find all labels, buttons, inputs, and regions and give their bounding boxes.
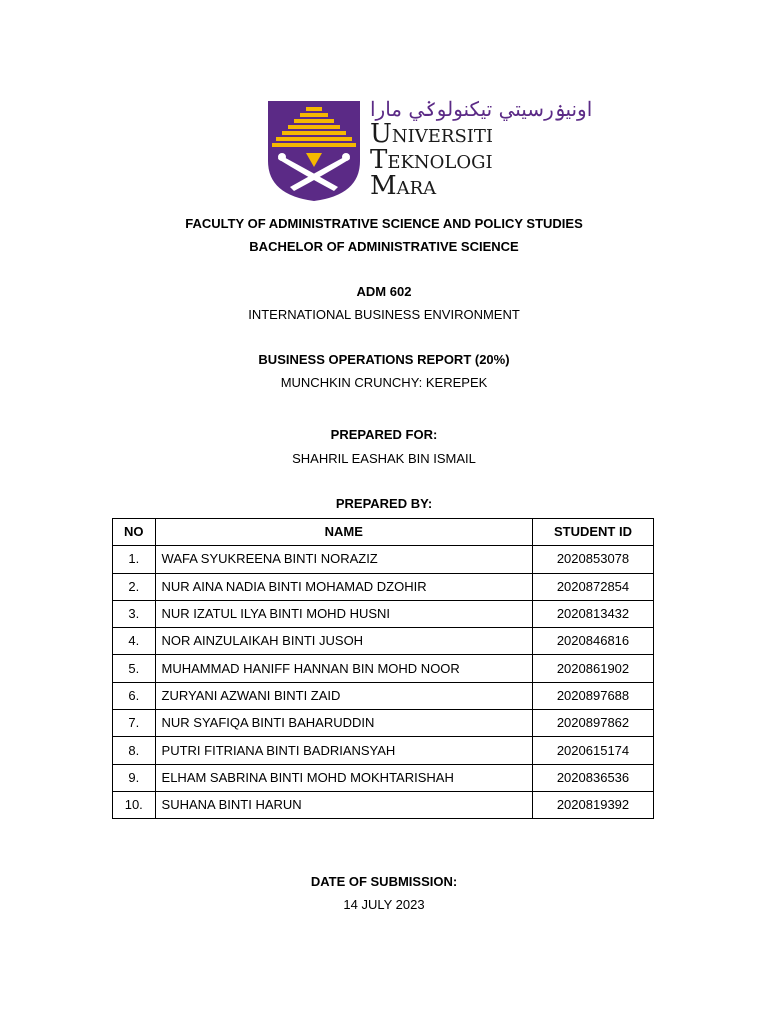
- faculty-name: FACULTY OF ADMINISTRATIVE SCIENCE AND POLICY STUDIES: [185, 216, 583, 231]
- member-student-id: 2020819392: [532, 791, 653, 818]
- member-name: PUTRI FITRIANA BINTI BADRIANSYAH: [155, 737, 532, 764]
- member-no: 7.: [113, 710, 156, 737]
- prepared-for-label: PREPARED FOR:: [330, 427, 438, 442]
- table-row: [113, 764, 654, 791]
- submission-label: DATE OF SUBMISSION:: [310, 874, 458, 889]
- table-row: [113, 737, 654, 764]
- member-name: NUR AINA NADIA BINTI MOHAMAD DZOHIR: [155, 573, 532, 600]
- member-name: SUHANA BINTI HARUN: [155, 791, 532, 818]
- member-no: 10.: [113, 791, 156, 818]
- prepared-by-label: PREPARED BY:: [335, 496, 433, 511]
- report-title: BUSINESS OPERATIONS REPORT (20%): [258, 352, 510, 367]
- member-student-id: 2020872854: [532, 573, 653, 600]
- course-name: INTERNATIONAL BUSINESS ENVIRONMENT: [248, 307, 520, 322]
- member-name: NUR IZATUL ILYA BINTI MOHD HUSNI: [155, 600, 532, 627]
- table-row: [113, 628, 654, 655]
- table-row: [113, 791, 654, 818]
- column-header-no: NO: [113, 519, 156, 546]
- course-code: ADM 602: [356, 284, 412, 299]
- report-subtitle: MUNCHKIN CRUNCHY: KEREPEK: [280, 375, 488, 390]
- member-no: 4.: [113, 628, 156, 655]
- program-name: BACHELOR OF ADMINISTRATIVE SCIENCE: [249, 239, 519, 254]
- member-student-id: 2020813432: [532, 600, 653, 627]
- university-crest-icon: [266, 99, 362, 203]
- table-row: [113, 710, 654, 737]
- table-row: [113, 682, 654, 709]
- university-logo: [266, 97, 593, 205]
- logo-word-mara: Mara: [370, 171, 437, 201]
- table-row: [113, 600, 654, 627]
- table-header-row: [113, 519, 654, 546]
- member-no: 6.: [113, 682, 156, 709]
- member-student-id: 2020615174: [532, 737, 653, 764]
- members-table-body: [113, 546, 654, 819]
- member-student-id: 2020861902: [532, 655, 653, 682]
- member-no: 8.: [113, 737, 156, 764]
- logo-word-teknologi: Teknologi: [370, 145, 493, 175]
- member-student-id: 2020836536: [532, 764, 653, 791]
- member-student-id: 2020897862: [532, 710, 653, 737]
- table-row: [113, 546, 654, 573]
- member-no: 3.: [113, 600, 156, 627]
- member-no: 2.: [113, 573, 156, 600]
- submission-date: 14 JULY 2023: [343, 897, 425, 912]
- member-name: WAFA SYUKREENA BINTI NORAZIZ: [155, 546, 532, 573]
- prepared-for-name: SHAHRIL EASHAK BIN ISMAIL: [292, 451, 476, 466]
- member-no: 9.: [113, 764, 156, 791]
- column-header-name: NAME: [155, 519, 532, 546]
- table-row: [113, 573, 654, 600]
- logo-jawi-text: اونيۏرسيتي تيكنولوݢي مارا: [370, 97, 593, 121]
- member-name: ELHAM SABRINA BINTI MOHD MOKHTARISHAH: [155, 764, 532, 791]
- member-no: 1.: [113, 546, 156, 573]
- table-row: [113, 655, 654, 682]
- member-name: NUR SYAFIQA BINTI BAHARUDDIN: [155, 710, 532, 737]
- logo-word-universiti: Universiti: [370, 119, 494, 149]
- member-student-id: 2020897688: [532, 682, 653, 709]
- member-no: 5.: [113, 655, 156, 682]
- member-student-id: 2020853078: [532, 546, 653, 573]
- member-name: NOR AINZULAIKAH BINTI JUSOH: [155, 628, 532, 655]
- member-name: MUHAMMAD HANIFF HANNAN BIN MOHD NOOR: [155, 655, 532, 682]
- member-student-id: 2020846816: [532, 628, 653, 655]
- member-name: ZURYANI AZWANI BINTI ZAID: [155, 682, 532, 709]
- members-table: [112, 518, 654, 819]
- column-header-student-id: STUDENT ID: [532, 519, 653, 546]
